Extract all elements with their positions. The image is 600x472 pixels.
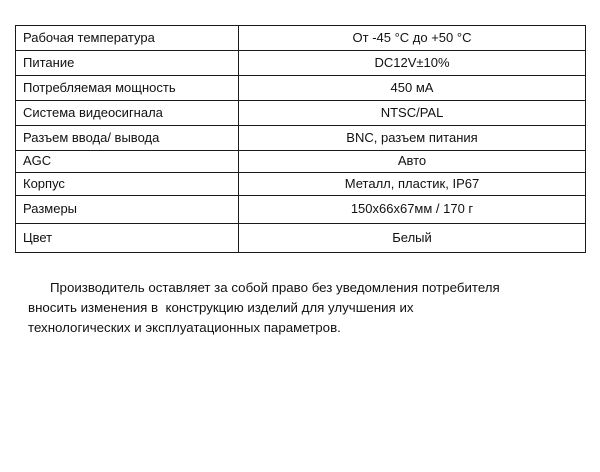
- table-row: [16, 101, 586, 126]
- table-row: [16, 26, 586, 51]
- value-power-consumption: 450 мА: [239, 76, 586, 101]
- value-operating-temperature: От -45 °С до +50 °С: [239, 26, 586, 51]
- table-row: [16, 173, 586, 196]
- table-row: [16, 51, 586, 76]
- param-power-consumption: Потребляемая мощность: [16, 76, 239, 101]
- disclaimer-line-1: Производитель оставляет за собой право без уведомления потребителя: [50, 280, 500, 295]
- specifications-table: [15, 25, 586, 253]
- value-video-system: NTSC/PAL: [239, 101, 586, 126]
- param-power-supply: Питание: [16, 51, 239, 76]
- manufacturer-disclaimer: [28, 278, 588, 338]
- param-operating-temperature: Рабочая температура: [16, 26, 239, 51]
- table-row: [16, 196, 586, 224]
- param-agc: AGC: [16, 151, 239, 173]
- value-agc: Авто: [239, 151, 586, 173]
- value-color: Белый: [239, 224, 586, 253]
- value-io-connector: BNC, разъем питания: [239, 126, 586, 151]
- table-row: [16, 76, 586, 101]
- table-row: [16, 224, 586, 253]
- param-video-system: Система видеосигнала: [16, 101, 239, 126]
- param-dimensions: Размеры: [16, 196, 239, 224]
- value-power-supply: DC12V±10%: [239, 51, 586, 76]
- value-dimensions: 150х66х67мм / 170 г: [239, 196, 586, 224]
- param-io-connector: Разъем ввода/ вывода: [16, 126, 239, 151]
- table-row: [16, 151, 586, 173]
- param-color: Цвет: [16, 224, 239, 253]
- disclaimer-line-2: вносить изменения в конструкцию изделий для улучшения их: [28, 300, 414, 315]
- disclaimer-line-3: технологических и эксплуатационных параметров.: [28, 320, 341, 335]
- table-row: [16, 126, 586, 151]
- param-housing: Корпус: [16, 173, 239, 196]
- value-housing: Металл, пластик, IP67: [239, 173, 586, 196]
